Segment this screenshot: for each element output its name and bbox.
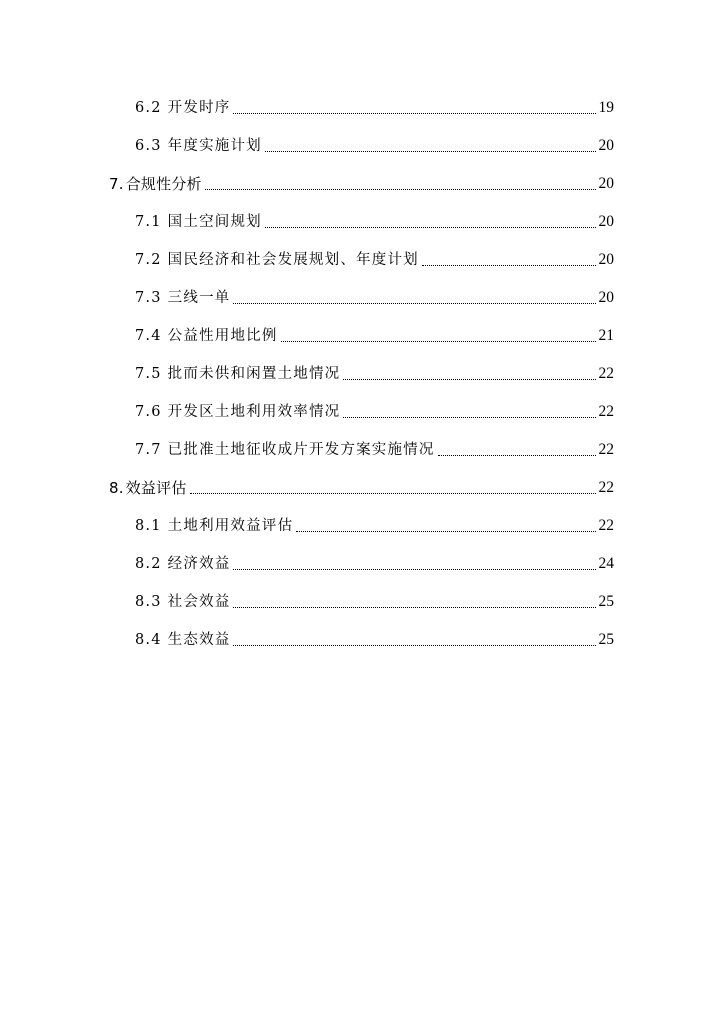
toc-entry-6-2[interactable] (0, 94, 614, 118)
toc-entry-page: 24 (598, 555, 614, 572)
toc-entry-7-7[interactable] (0, 436, 614, 460)
toc-entry-title: 年度实施计划 (167, 138, 262, 154)
dot-leader (265, 150, 596, 152)
toc-entry-title: 开发时序 (167, 100, 231, 116)
toc-entry-7-5[interactable] (0, 360, 614, 384)
toc-entry-title: 开发区土地利用效率情况 (167, 404, 341, 420)
toc-entry-number: 8.3 (135, 594, 162, 610)
toc-entry-title: 公益性用地比例 (167, 328, 278, 344)
toc-entry-page: 22 (598, 479, 614, 496)
dot-leader (190, 492, 596, 494)
toc-entry-8-4[interactable] (0, 626, 614, 650)
toc-entry-7-4[interactable] (0, 322, 614, 346)
toc-entry-number: 7.3 (135, 290, 162, 306)
toc-entry-page: 19 (598, 99, 614, 116)
toc-entry-title: 合规性分析 (125, 175, 202, 193)
toc-entry-title: 国民经济和社会发展规划、年度计划 (167, 252, 419, 268)
toc-entry-number: 6.3 (135, 138, 162, 154)
dot-leader (343, 378, 595, 380)
toc-entry-page: 20 (598, 289, 614, 306)
dot-leader (205, 188, 596, 190)
toc-entry-number: 8. (109, 479, 124, 497)
toc-entry-7-3[interactable] (0, 284, 614, 308)
dot-leader (296, 530, 595, 532)
dot-leader (233, 644, 595, 646)
toc-entry-page: 22 (598, 441, 614, 458)
toc-entry-title: 生态效益 (167, 632, 231, 648)
dot-leader (233, 606, 595, 608)
toc-entry-title: 三线一单 (167, 290, 231, 306)
toc-entry-title: 社会效益 (167, 594, 231, 610)
toc-entry-page: 20 (598, 213, 614, 230)
toc-entry-8-3[interactable] (0, 588, 614, 612)
toc-entry-page: 25 (598, 631, 614, 648)
toc-entry-page: 22 (598, 403, 614, 420)
toc-entry-8-2[interactable] (0, 550, 614, 574)
toc-entry-page: 20 (598, 137, 614, 154)
toc-entry-number: 7.5 (135, 366, 162, 382)
toc-entry-6-3[interactable] (0, 132, 614, 156)
toc-entry-title: 经济效益 (167, 556, 231, 572)
toc-entry-title: 已批准土地征收成片开发方案实施情况 (167, 442, 435, 458)
toc-entry-7-2[interactable] (0, 246, 614, 270)
toc-entry-page: 20 (598, 251, 614, 268)
dot-leader (422, 264, 596, 266)
dot-leader (438, 454, 596, 456)
toc-entry-8-1[interactable] (0, 512, 614, 536)
toc-entry-page: 22 (598, 517, 614, 534)
toc-entry-page: 25 (598, 593, 614, 610)
toc-entry-number: 6.2 (135, 100, 162, 116)
toc-entry-title: 效益评估 (125, 479, 187, 497)
toc-entry-number: 7.7 (135, 442, 162, 458)
toc-entry-page: 22 (598, 365, 614, 382)
toc-entry-number: 7.4 (135, 328, 162, 344)
toc-entry-7-6[interactable] (0, 398, 614, 422)
dot-leader (281, 340, 596, 342)
dot-leader (233, 568, 595, 570)
toc-entry-7[interactable] (0, 170, 614, 194)
dot-leader (233, 112, 595, 114)
toc-entry-number: 8.4 (135, 632, 162, 648)
toc-entry-title: 批而未供和闲置土地情况 (167, 366, 341, 382)
toc-entry-7-1[interactable] (0, 208, 614, 232)
toc-entry-number: 7.6 (135, 404, 162, 420)
dot-leader (343, 416, 595, 418)
toc-entry-page: 21 (598, 327, 614, 344)
toc-entry-8[interactable] (0, 474, 614, 498)
toc-entry-title: 土地利用效益评估 (167, 518, 294, 534)
toc-entry-number: 8.1 (135, 518, 162, 534)
toc-entry-title: 国土空间规划 (167, 214, 262, 230)
dot-leader (233, 302, 595, 304)
toc-entry-number: 7.2 (135, 252, 162, 268)
toc-entry-page: 20 (598, 175, 614, 192)
toc-entry-number: 7.1 (135, 214, 162, 230)
toc-entry-number: 8.2 (135, 556, 162, 572)
toc-entry-number: 7. (109, 175, 124, 193)
dot-leader (265, 226, 596, 228)
